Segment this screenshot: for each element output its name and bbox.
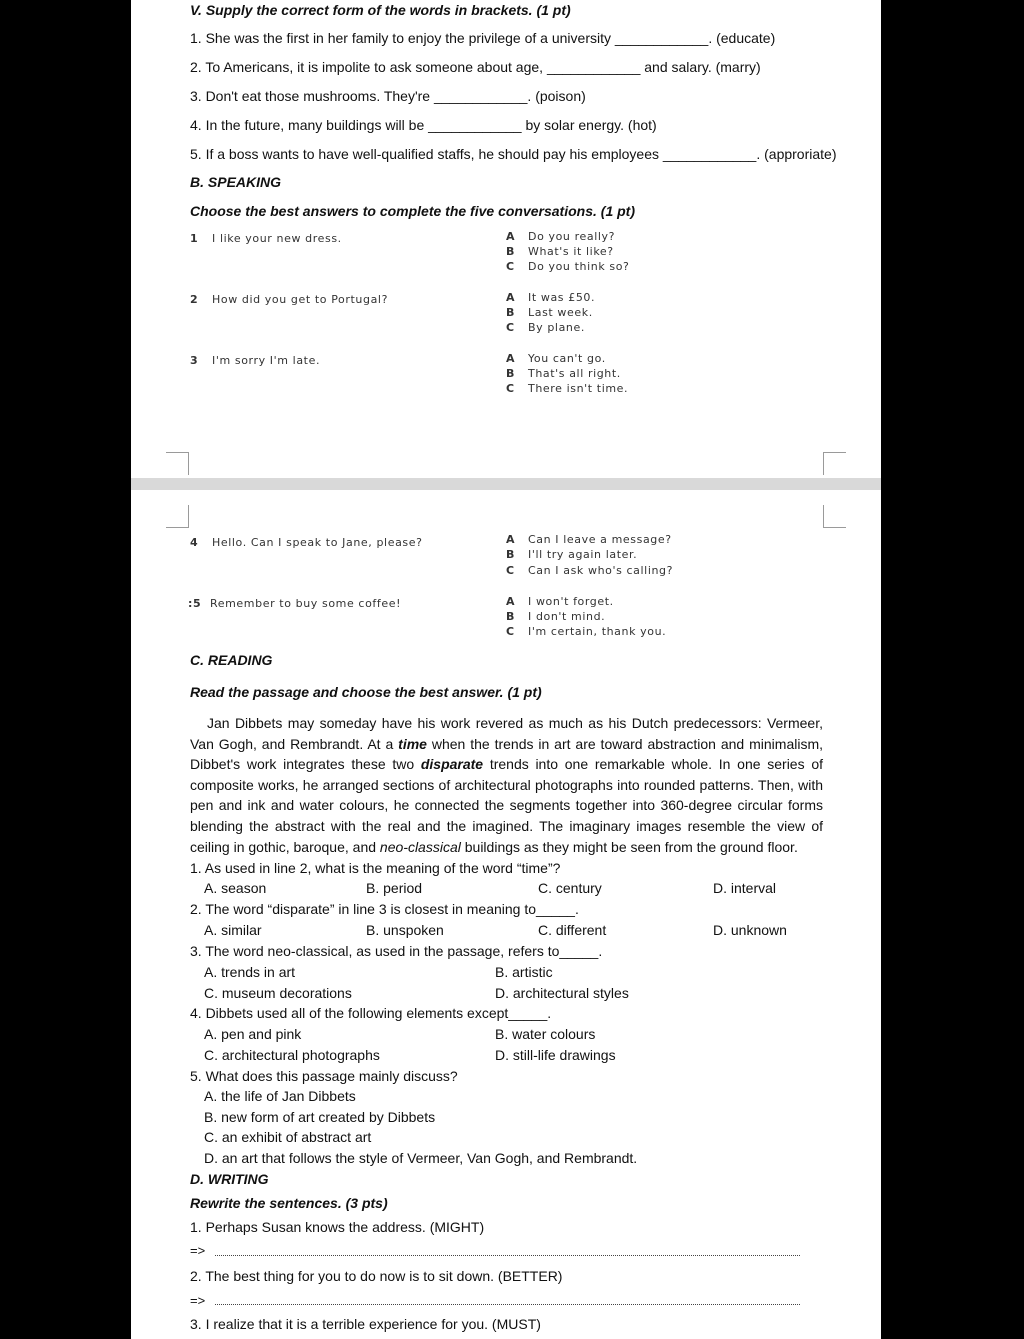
conversation-option: A Can I leave a message? [506,533,672,546]
speaking-heading: B. SPEAKING [190,174,282,190]
conversation-option: B What's it like? [506,245,614,258]
conversation-prompt: 1 I like your new dress. [190,232,342,245]
crop-mark [166,452,189,475]
conversation-option: C By plane. [506,321,585,334]
answer-option: A. the life of Jan Dibbets [204,1088,356,1104]
rewrite-item: 1. Perhaps Susan knows the address. (MIGHT) [190,1219,485,1235]
crop-mark [823,505,846,528]
question-stem: 4. Dibbets used all of the following elements except_____. [190,1005,552,1021]
conversation-option: A I won't forget. [506,595,614,608]
answer-line[interactable] [215,1304,800,1305]
conversation-option: B That's all right. [506,367,621,380]
rewrite-item: 2. The best thing for you to do now is to sit down. (BETTER) [190,1268,563,1284]
answer-option: C. museum decorations [204,985,352,1001]
conversation-option: C Do you think so? [506,260,630,273]
fill-item: 4. In the future, many buildings will be ____________ by solar energy. (hot) [190,117,657,133]
answer-option: B. unspoken [366,922,444,938]
answer-option: D. an art that follows the style of Vermeer, Van Gogh, and Rembrandt. [204,1150,638,1166]
conversation-prompt: 2 How did you get to Portugal? [190,293,389,306]
reading-passage: Jan Dibbets may someday have his work revered as much as his Dutch predecessors: Vermeer, Van Gogh, and Rembrandt. At a time when the trends in art are toward abstraction and minimalism, Dibbet's work integrates these two disparate trends into one remarkable whole. In one series of composite works, he arranged sections of architectural photographs into rounded patterns. Then, with pen and ink and water colours, he connected the segments together into 360-degree circular forms blending the abstract with the real and the imagined. The imaginary images resemble the view of ceiling in gothic, baroque, and neo-classical buildings as they might be seen from the ground floor. [190,715,823,855]
answer-option: A. trends in art [204,964,296,980]
answer-option: C. century [538,880,602,896]
conversation-option: A You can't go. [506,352,606,365]
answer-option: B. period [366,880,423,896]
answer-option: A. similar [204,922,262,938]
answer-option: B. new form of art created by Dibbets [204,1109,436,1125]
fill-item: 1. She was the first in her family to enjoy the privilege of a university ____________. (educate) [190,30,776,46]
conversation-prompt: :5 Remember to buy some coffee! [188,597,402,610]
answer-line[interactable] [215,1255,800,1256]
conversation-prompt: 3 I'm sorry I'm late. [190,354,321,367]
answer-option: D. architectural styles [495,985,629,1001]
reading-instruction: Read the passage and choose the best answer. (1 pt) [190,684,542,700]
conversation-option: C I'm certain, thank you. [506,625,667,638]
answer-option: C. architectural photographs [204,1047,380,1063]
question-stem: 2. The word “disparate” in line 3 is closest in meaning to_____. [190,901,579,917]
answer-option: D. unknown [713,922,787,938]
conversation-option: A Do you really? [506,230,616,243]
answer-option: D. interval [713,880,777,896]
question-stem: 5. What does this passage mainly discuss? [190,1068,458,1084]
answer-option: D. still-life drawings [495,1047,616,1063]
speaking-instruction: Choose the best answers to complete the five conversations. (1 pt) [190,203,635,219]
conversation-option: C Can I ask who's calling? [506,564,674,577]
reading-heading: C. READING [190,652,273,668]
writing-instruction: Rewrite the sentences. (3 pts) [190,1195,388,1211]
section-v-heading: V. Supply the correct form of the words in brackets. (1 pt) [190,2,571,18]
answer-option: B. artistic [495,964,553,980]
page-gap [131,478,881,490]
question-stem: 3. The word neo-classical, as used in the passage, refers to_____. [190,943,603,959]
answer-option: A. season [204,880,267,896]
answer-arrow: => [190,1243,206,1258]
answer-option: B. water colours [495,1026,596,1042]
conversation-option: B I don't mind. [506,610,606,623]
fill-item: 3. Don't eat those mushrooms. They're ____________. (poison) [190,88,586,104]
fill-item: 5. If a boss wants to have well-qualified staffs, he should pay his employees ____________. (approriate) [190,146,837,162]
answer-option: C. different [538,922,607,938]
crop-mark [823,452,846,475]
conversation-option: C There isn't time. [506,382,629,395]
answer-arrow: => [190,1293,206,1308]
conversation-option: B I'll try again later. [506,548,638,561]
fill-item: 2. To Americans, it is impolite to ask someone about age, ____________ and salary. (marry) [190,59,761,75]
writing-heading: D. WRITING [190,1171,269,1187]
answer-option: C. an exhibit of abstract art [204,1129,372,1145]
conversation-prompt: 4 Hello. Can I speak to Jane, please? [190,536,423,549]
rewrite-item: 3. I realize that it is a terrible experience for you. (MUST) [190,1316,541,1332]
conversation-option: B Last week. [506,306,593,319]
answer-option: A. pen and pink [204,1026,302,1042]
conversation-option: A It was £50. [506,291,596,304]
question-stem: 1. As used in line 2, what is the meaning of the word “time”? [190,860,561,876]
crop-mark [166,505,189,528]
